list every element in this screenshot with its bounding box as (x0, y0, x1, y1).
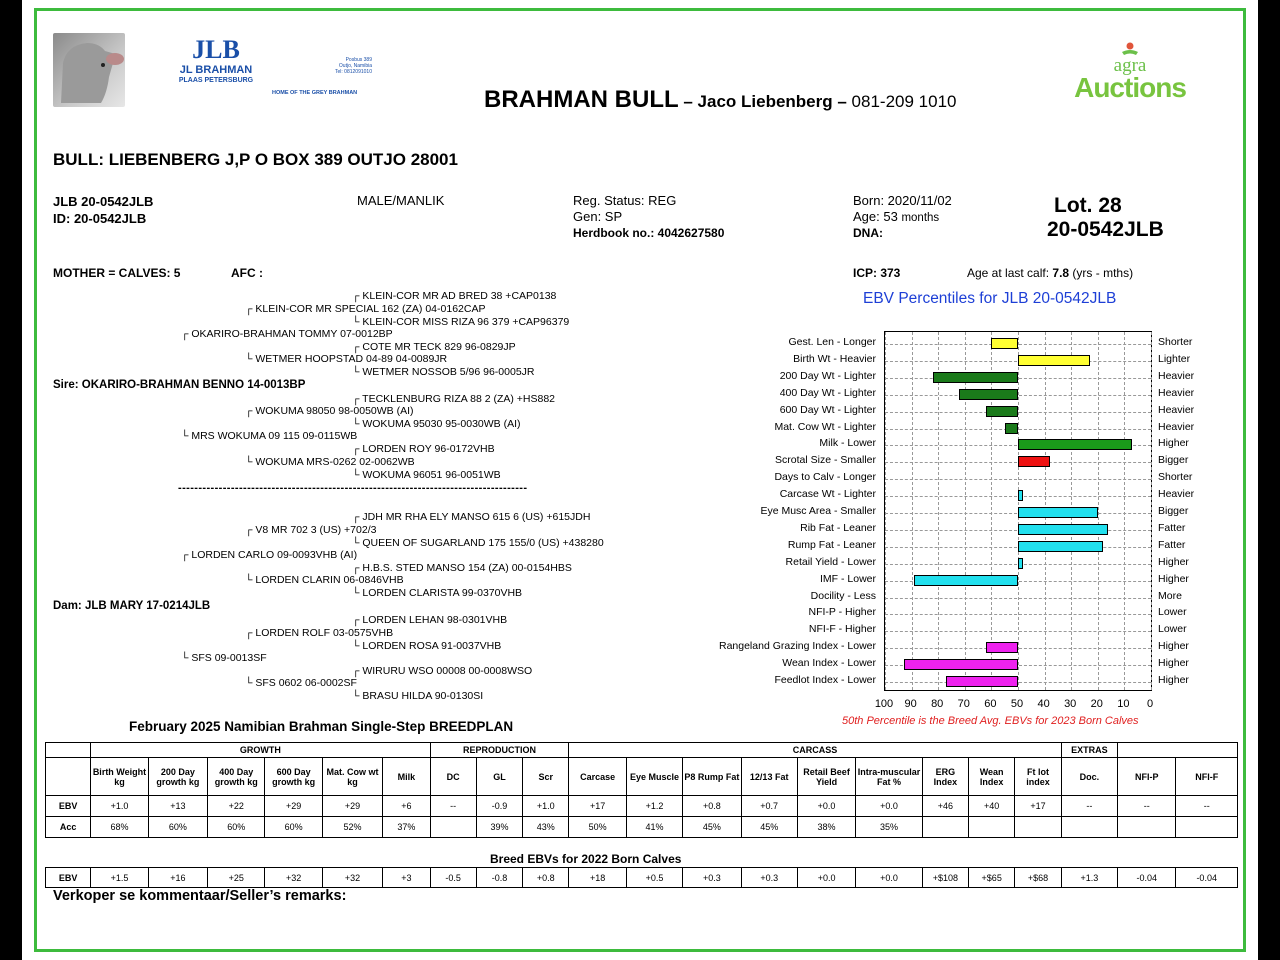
trait-label-left: Days to Calv - Longer (774, 471, 876, 484)
column-header: GL (476, 758, 522, 796)
breed-ebv-cell: -0.8 (476, 868, 522, 888)
chart-bar (986, 406, 1018, 417)
afc: AFC : (231, 266, 263, 280)
agra-text: agra (1113, 55, 1147, 76)
column-header: 200 Day growth kg (148, 758, 207, 796)
pedigree-line: └ MRS WOKUMA 09 115 09-0115WB (181, 430, 358, 442)
trait-label-right: Heavier (1158, 488, 1195, 501)
chart-gridline-h (885, 631, 1151, 632)
trait-label-right: Shorter (1158, 471, 1193, 484)
chart-gridline-h (885, 479, 1151, 480)
chart-bar (1005, 423, 1018, 434)
chart-gridline-h (885, 344, 1151, 345)
breed-ebv-cell: +32 (265, 868, 322, 888)
chart-bar (991, 338, 1018, 349)
pedigree-line: └ LORDEN CLARIN 06-0846VHB (245, 574, 404, 586)
trait-label-right: Fatter (1158, 538, 1186, 551)
x-tick-label: 70 (957, 698, 970, 710)
agra-auctions-logo (1048, 42, 1212, 102)
address-line: Tel: 0812091010 (335, 69, 372, 75)
right-black-bar (1258, 0, 1280, 960)
pedigree-line: ┌ LORDEN LEHAN 98-0301VHB (352, 614, 508, 626)
x-tick-label: 100 (874, 698, 894, 710)
dam: Dam: JLB MARY 17-0214JLB (53, 600, 211, 612)
ebv-cell: +0.8 (683, 796, 741, 817)
acc-cell (1176, 817, 1238, 838)
pedigree-line: ┌ TECKLENBURG RIZA 88 2 (ZA) +HS882 (352, 393, 556, 405)
ebv-cell: +0.7 (741, 796, 797, 817)
pedigree-line: └ WETMER NOSSOB 5/96 96-0005JR (352, 366, 535, 378)
dna: DNA: (853, 226, 883, 240)
acc-cell (1015, 817, 1061, 838)
born-date: Born: 2020/11/02 (853, 193, 952, 208)
x-tick-label: 10 (1117, 698, 1130, 710)
trait-label-left: Milk - Lower (819, 437, 876, 450)
column-header: ERG Index (922, 758, 968, 796)
pedigree-divider: -------------------------------------------------------------------------------------- (178, 482, 528, 494)
ebv-cell: -- (1061, 796, 1117, 817)
jl-brahman-logo (178, 36, 254, 98)
pedigree-line: └ WETMER HOOPSTAD 04-89 04-0089JR (245, 353, 448, 365)
chart-gridline-h (885, 598, 1151, 599)
trait-label-left: Mat. Cow Wt - Lighter (774, 420, 876, 433)
age-last-calf-label: Age at last calf: (967, 266, 1050, 280)
ebv-cell: -- (1176, 796, 1238, 817)
chart-bar (1018, 524, 1108, 535)
ebv-cell: +0.0 (797, 796, 855, 817)
column-header: NFI-F (1176, 758, 1238, 796)
trait-label-right: Bigger (1158, 505, 1189, 517)
row-label-breed-ebv: EBV (46, 868, 91, 888)
seller-remarks: Verkoper se kommentaar/Seller’s remarks: (53, 888, 347, 904)
pedigree-line: ┌ WIRURU WSO 00008 00-0008WSO (352, 665, 533, 677)
chart-gridline-v (1098, 332, 1099, 690)
trait-label-left: Rib Fat - Leaner (800, 521, 876, 534)
pedigree-line: └ KLEIN-COR MISS RIZA 96 379 +CAP96379 (352, 316, 570, 328)
trait-label-left: Carcase Wt - Lighter (779, 488, 876, 501)
herdbook-no: Herdbook no.: 4042627580 (573, 226, 725, 240)
ebv-cell: +1.0 (523, 796, 569, 817)
column-header: Milk (383, 758, 430, 796)
age (853, 209, 939, 224)
chart-bar (1018, 541, 1103, 552)
trait-label-right: Lighter (1158, 352, 1191, 365)
trait-label-right: Heavier (1158, 386, 1195, 399)
group-header-blank (46, 743, 91, 758)
chart-gridline-v (885, 332, 886, 690)
trait-label-left: 600 Day Wt - Lighter (779, 403, 876, 416)
chart-gridline-v (1151, 332, 1152, 690)
pedigree-line: ┌ WOKUMA 98050 98-0050WB (AI) (245, 405, 414, 417)
column-header: Scr (523, 758, 569, 796)
chart-bar (1018, 456, 1050, 467)
acc-cell: 52% (322, 817, 382, 838)
chart-gridline-h (885, 648, 1151, 649)
group-header-blank (1118, 743, 1238, 758)
column-header: 400 Day growth kg (208, 758, 265, 796)
group-growth: GROWTH (91, 743, 430, 758)
pedigree-line: ┌ OKARIRO-BRAHMAN TOMMY 07-0012BP (181, 328, 393, 340)
breed-ebv-cell: +$108 (922, 868, 968, 888)
trait-label-left: 400 Day Wt - Lighter (779, 386, 876, 399)
chart-footnote: 50th Percentile is the Breed Avg. EBVs for 2023 Born Calves (842, 715, 1139, 727)
pedigree-line: ┌ LORDEN ROLF 03-0575VHB (245, 627, 394, 639)
ebv-cell: +17 (1015, 796, 1061, 817)
sire: Sire: OKARIRO-BRAHMAN BENNO 14-0013BP (53, 379, 306, 391)
column-header: Retail Beef Yield (797, 758, 855, 796)
x-tick-label: 50 (1010, 698, 1024, 710)
brahman-bull-photo (53, 33, 125, 107)
breed-ebv-cell: +18 (569, 868, 626, 888)
animal-id: ID: 20-0542JLB (53, 211, 147, 226)
chart-bar (914, 575, 1018, 586)
reg-status: Reg. Status: REG (573, 193, 677, 208)
auctions-text: Auctions (1074, 72, 1186, 103)
chart-bar (904, 659, 1018, 670)
trait-label-right: Higher (1158, 437, 1189, 450)
chart-gridline-h (885, 412, 1151, 413)
acc-cell: 38% (797, 817, 855, 838)
ebv-cell: -- (1118, 796, 1176, 817)
acc-cell: 60% (265, 817, 322, 838)
ebv-cell: +1.2 (626, 796, 682, 817)
acc-row (46, 817, 1238, 838)
acc-cell: 37% (383, 817, 430, 838)
acc-cell: 41% (626, 817, 682, 838)
chart-gridline-h (885, 429, 1151, 430)
breed-ebv-cell: +32 (322, 868, 382, 888)
ebv-cell: +22 (208, 796, 265, 817)
column-header: 600 Day growth kg (265, 758, 322, 796)
breedplan-title: February 2025 Namibian Brahman Single-Step BREEDPLAN (129, 719, 514, 734)
x-tick-label: 80 (931, 698, 944, 710)
chart-bar (1018, 507, 1098, 518)
age-value: Age: 53 (853, 209, 898, 224)
page-title (484, 86, 956, 114)
chart-bar (1018, 558, 1023, 569)
ebv-cell: +40 (968, 796, 1014, 817)
ebv-cell: +6 (383, 796, 430, 817)
breed-ebv-cell: +1.3 (1061, 868, 1117, 888)
gen: Gen: SP (573, 209, 623, 224)
pedigree-line: └ WOKUMA 95030 95-0030WB (AI) (352, 418, 521, 430)
left-black-bar (0, 0, 22, 960)
pedigree-line: └ SFS 0602 06-0002SF (245, 677, 357, 689)
breed-ebv-cell: +16 (148, 868, 207, 888)
trait-label-left: Docility - Less (810, 589, 876, 602)
x-tick-label: 60 (984, 698, 997, 710)
ebv-cell: +29 (322, 796, 382, 817)
pedigree-line: └ WOKUMA MRS-0262 02-0062WB (245, 456, 415, 468)
jlb-logo-name: JL BRAHMAN (179, 64, 253, 76)
group-header-row (46, 743, 1238, 758)
trait-label-right: Lower (1158, 606, 1187, 619)
breed-ebv-cell: -0.5 (430, 868, 476, 888)
title-rest: – Jaco Liebenberg – (678, 92, 852, 111)
trait-label-left: Rangeland Grazing Index - Lower (718, 640, 876, 653)
chart-gridline-h (885, 682, 1151, 683)
trait-label-left: NFI-P - Higher (808, 606, 876, 619)
chart-bar (959, 389, 1018, 400)
breed-ebv-cell: +3 (383, 868, 430, 888)
reg-name: JLB 20-0542JLB (53, 194, 154, 209)
chart-bar (1018, 439, 1132, 450)
breed-ebv-cell: -0.04 (1118, 868, 1176, 888)
column-header: DC (430, 758, 476, 796)
age-last-calf (967, 266, 1133, 280)
ebv-cell: +29 (265, 796, 322, 817)
column-header-row (46, 758, 1238, 796)
chart-bar (933, 372, 1018, 383)
ebv-cell: -0.9 (476, 796, 522, 817)
trait-label-left: Retail Yield - Lower (785, 555, 876, 568)
row-label-acc: Acc (46, 817, 91, 838)
pedigree-line: ┌ V8 MR 702 3 (US) +702/3 (245, 524, 377, 536)
chart-gridline-h (885, 614, 1151, 615)
acc-cell: 50% (569, 817, 626, 838)
x-tick-label: 90 (904, 698, 917, 710)
age-unit: months (901, 212, 940, 224)
breed-ebv-cell: +1.5 (91, 868, 148, 888)
trait-label-right: Higher (1158, 572, 1189, 585)
trait-label-right: Lower (1158, 623, 1187, 636)
address-line: Outjo, Namibia (338, 63, 372, 69)
ebv-cell: +17 (569, 796, 626, 817)
breed-ebv-cell: +$65 (969, 868, 1015, 888)
trait-label-right: Heavier (1158, 403, 1195, 416)
column-header: 12/13 Fat (741, 758, 797, 796)
chart-gridline-v (965, 332, 966, 690)
column-header: Intra-muscular Fat % (856, 758, 922, 796)
title-phone: 081-209 1010 (851, 92, 957, 111)
column-header: Eye Muscle (626, 758, 682, 796)
breedplan-ebv-table (45, 742, 1238, 838)
acc-cell: 68% (91, 817, 148, 838)
x-tick-label: 0 (1146, 698, 1154, 710)
chart-gridline-v (991, 332, 992, 690)
breed-ebv-cell: +25 (208, 868, 265, 888)
column-header: Birth Weight kg (91, 758, 148, 796)
trait-label-left: Rump Fat - Leaner (787, 538, 876, 551)
column-header: Doc. (1061, 758, 1117, 796)
breed-ebv-cell: -0.04 (1176, 868, 1238, 888)
pedigree-line: └ WOKUMA 96051 96-0051WB (352, 469, 501, 481)
trait-label-right: More (1158, 589, 1182, 602)
acc-cell: 43% (523, 817, 569, 838)
acc-cell: 35% (856, 817, 922, 838)
group-extras: EXTRAS (1061, 743, 1117, 758)
chart-bar (1018, 355, 1090, 366)
acc-cell: 60% (148, 817, 207, 838)
lot-number: Lot. 28 (1054, 194, 1122, 217)
column-header: Wean Index (968, 758, 1014, 796)
trait-label-right: Heavier (1158, 420, 1195, 433)
trait-label-right: Shorter (1158, 336, 1193, 348)
trait-label-left: 200 Day Wt - Lighter (779, 369, 876, 382)
trait-label-right: Higher (1158, 674, 1189, 686)
trait-label-left: Scrotal Size - Smaller (775, 454, 876, 467)
trait-label-right: Higher (1158, 555, 1189, 568)
icp (853, 266, 900, 280)
icp-value: ICP: 373 (853, 266, 901, 280)
age-last-calf-value: 7.8 (1052, 266, 1070, 280)
acc-cell (1061, 817, 1117, 838)
chart-gridline-v (912, 332, 913, 690)
title-main: BRAHMAN BULL (484, 86, 679, 113)
sex: MALE/MANLIK (357, 193, 445, 208)
pedigree-line: ┌ KLEIN-COR MR SPECIAL 162 (ZA) 04-0162CAP (245, 303, 486, 315)
x-tick-label: 20 (1090, 698, 1103, 710)
x-tick-label: 30 (1064, 698, 1077, 710)
acc-cell: 45% (741, 817, 797, 838)
trait-label-left: NFI-F - Higher (808, 623, 876, 636)
group-reproduction: REPRODUCTION (430, 743, 569, 758)
acc-cell (922, 817, 968, 838)
chart-bar (946, 676, 1018, 687)
chart-title: EBV Percentiles for JLB 20-0542JLB (863, 290, 1117, 307)
pedigree-line: ┌ KLEIN-COR MR AD BRED 38 +CAP0138 (352, 290, 557, 302)
ebv-cell: -- (430, 796, 476, 817)
acc-cell: 39% (476, 817, 522, 838)
acc-cell (430, 817, 476, 838)
breed-ebv-cell: +0.0 (856, 868, 922, 888)
breed-ebv-row (46, 868, 1238, 888)
breed-ebv-title: Breed EBVs for 2022 Born Calves (490, 852, 682, 866)
group-carcass: CARCASS (569, 743, 1061, 758)
trait-label-left: Wean Index - Lower (782, 657, 876, 670)
chart-gridline-h (885, 378, 1151, 379)
breed-ebv-cell: +0.8 (523, 868, 569, 888)
pedigree-line: └ QUEEN OF SUGARLAND 175 155/0 (US) +438280 (352, 537, 604, 549)
ebv-cell: +13 (148, 796, 207, 817)
acc-cell: 60% (208, 817, 265, 838)
jlb-logo-text: JLB (192, 35, 240, 64)
chart-gridline-h (885, 395, 1151, 396)
bull-owner-line: BULL: LIEBENBERG J,P O BOX 389 OUTJO 28001 (53, 150, 458, 169)
acc-cell (968, 817, 1014, 838)
trait-label-right: Heavier (1158, 369, 1195, 382)
chart-gridline-v (938, 332, 939, 690)
pedigree-line: └ LORDEN ROSA 91-0037VHB (352, 640, 502, 652)
trait-label-left: Feedlot Index - Lower (774, 674, 876, 686)
trait-label-left: Gest. Len - Longer (788, 336, 876, 348)
address-block (320, 57, 372, 75)
pedigree-line: └ BRASU HILDA 90-0130SI (352, 690, 484, 702)
address-line: Posbus 389 (345, 57, 372, 63)
ebv-row (46, 796, 1238, 817)
trait-label-right: Bigger (1158, 454, 1189, 467)
ebv-cell: +46 (922, 796, 968, 817)
breed-ebv-cell: +0.0 (797, 868, 855, 888)
column-header: Ft lot index (1015, 758, 1061, 796)
trait-label-left: IMF - Lower (819, 572, 876, 585)
column-header: P8 Rump Fat (683, 758, 741, 796)
trait-label-right: Higher (1158, 640, 1189, 653)
pedigree-line: ┌ JDH MR RHA ELY MANSO 615 6 (US) +615JDH (352, 511, 591, 523)
chart-gridline-v (1124, 332, 1125, 690)
breed-ebv-table (45, 867, 1238, 888)
jlb-logo-sub: PLAAS PETERSBURG (178, 77, 254, 84)
chart-bar (986, 642, 1018, 653)
chart-bar (1018, 490, 1023, 501)
row-label-ebv: EBV (46, 796, 91, 817)
ebv-cell: +0.0 (856, 796, 922, 817)
trait-label-right: Higher (1158, 657, 1189, 670)
breed-ebv-cell: +$68 (1015, 868, 1061, 888)
x-tick-label: 40 (1037, 698, 1050, 710)
column-header: NFI-P (1118, 758, 1176, 796)
breed-ebv-cell: +0.3 (683, 868, 741, 888)
pedigree-line: └ SFS 09-0013SF (181, 652, 267, 664)
pedigree-line: ┌ COTE MR TECK 829 96-0829JP (352, 341, 516, 353)
pedigree-line: ┌ LORDEN ROY 96-0172VHB (352, 443, 495, 455)
home-tagline: HOME OF THE GREY BRAHMAN (272, 90, 358, 96)
pedigree-line: └ LORDEN CLARISTA 99-0370VHB (352, 587, 523, 599)
mother-calves: MOTHER = CALVES: 5 (53, 266, 181, 280)
breed-ebv-cell: +0.3 (741, 868, 797, 888)
column-header: Mat. Cow wt kg (322, 758, 382, 796)
lot-id: 20-0542JLB (1047, 218, 1164, 241)
pedigree-line: ┌ H.B.S. STED MANSO 154 (ZA) 00-0154HBS (352, 562, 572, 574)
breed-ebv-cell: +0.5 (626, 868, 682, 888)
ebv-percentile-chart (884, 331, 1152, 691)
age-last-calf-unit: (yrs - mths) (1072, 266, 1134, 280)
column-header-blank (46, 758, 91, 796)
pedigree-line: ┌ LORDEN CARLO 09-0093VHB (AI) (181, 549, 358, 561)
trait-label-left: Birth Wt - Heavier (793, 352, 876, 365)
ebv-cell: +1.0 (91, 796, 148, 817)
acc-cell (1118, 817, 1176, 838)
column-header: Carcase (569, 758, 626, 796)
trait-label-right: Fatter (1158, 521, 1186, 534)
trait-label-left: Eye Musc Area - Smaller (760, 505, 876, 517)
acc-cell: 45% (683, 817, 741, 838)
